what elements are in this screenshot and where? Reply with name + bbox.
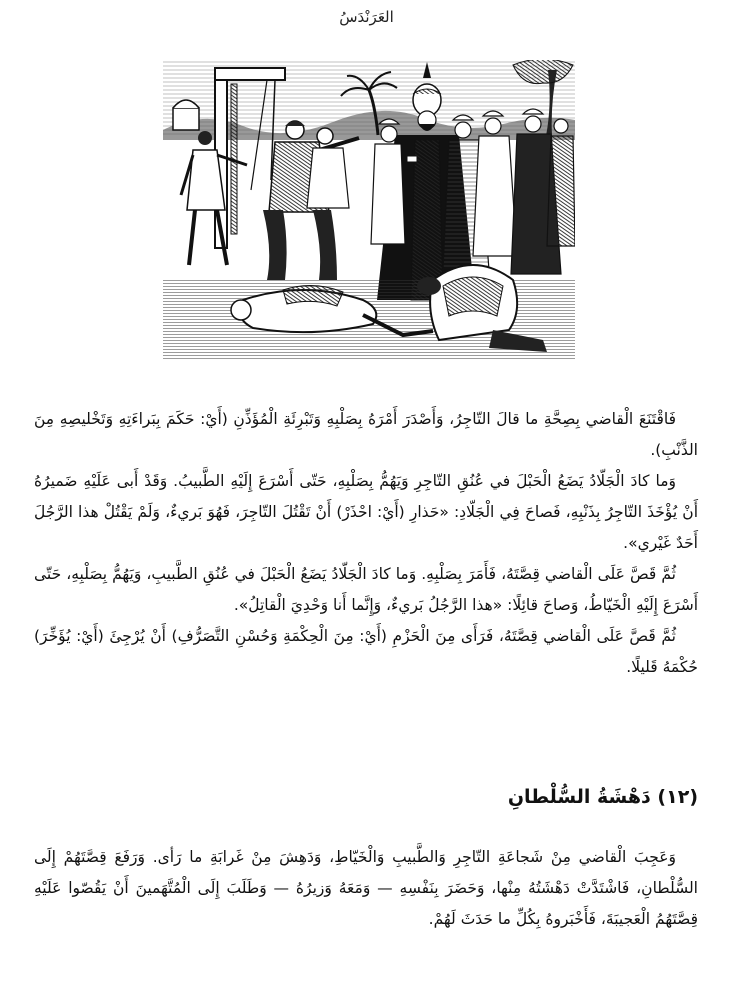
- execution-scene-illustration: [163, 60, 575, 360]
- paragraph: وَعَجِبَ الْقاضي مِنْ شَجاعَةِ التّاجِرِ وَالطَّبيبِ وَالْخَيّاطِ، وَدَهِشَ مِنْ غَرابَةِ ما رَأى. وَرَفَعَ قِصَّتَهُمْ إِلَى السُّلْطانِ، فَاشْتَدَّتْ دَهْشَتُهُ مِنْها، وَحَضَرَ بِنَفْسِهِ — وَمَعَهُ وَزيرُهُ — وَطَلَبَ إِلَى الْمُتَّهَمينَ أَنْ يَقُصّوا عَلَيْهِ قِصَّتَهُمُ الْعَجيبَةَ، فَأَخْبَروهُ بِكُلِّ ما حَدَثَ لَهُمْ.: [34, 848, 698, 928]
- paragraph: ثُمَّ قَصَّ عَلَى الْقاضي قِصَّتَهُ، فَرَأَى مِنَ الْحَزْمِ (أَيْ: مِنَ الْحِكْمَةِ وَحُسْنِ التَّصَرُّفِ) أَنْ يُرْجِئَ (أَيْ: يُؤَخِّرَ) حُكْمَهُ قَليلًا.: [34, 627, 698, 676]
- paragraph: ثُمَّ قَصَّ عَلَى الْقاضي قِصَّتَهُ، فَأَمَرَ بِصَلْبِهِ. وَما كادَ الْجَلّادُ يَضَعُ الْحَبْلَ في عُنُقِ الطَّبيبِ، وَيَهُمُّ بِصَلْبِهِ، حَتّى أَسْرَعَ إِلَيْهِ الْخَيّاطُ، وَصاحَ قائِلًا: «هذا الرَّجُلُ بَريءٌ، وَإِنَّما أَنا وَحْدِيَ الْقاتِلُ».: [34, 565, 698, 614]
- paragraph: وَما كادَ الْجَلّادُ يَضَعُ الْحَبْلَ في عُنُقِ التّاجِرِ وَيَهُمُّ بِصَلْبِهِ، حَتّى أَسْرَعَ إِلَيْهِ الطَّبيبُ. وَقَدْ أَبى عَلَيْهِ ضَميرُهُ أَنْ يُؤْخَذَ التّاجِرُ بِذَنْبِهِ، فَصاحَ فِي الْجَلّادِ: «حَذارِ (أَيْ: احْذَرْ) أَنْ تَقْتُلَ التّاجِرَ، فَهُوَ بَريءٌ، وَلَمْ يَقْتُلْ هذا الرَّجُلَ أَحَدٌ غَيْري».: [34, 472, 698, 552]
- story-text: [34, 404, 698, 683]
- section-heading: (١٢) دَهْشَةُ السُّلْطانِ: [507, 786, 698, 808]
- section-text: [34, 842, 698, 935]
- paragraph: فَاقْتَنَعَ الْقاضي بِصِحَّةِ ما قالَ التّاجِرُ، وَأَصْدَرَ أَمْرَهُ بِصَلْبِهِ وَتَبْرِئَةِ الْمُؤَذِّنِ (أَيْ: حَكَمَ بِبَراءَتِهِ وَتَخْليصِهِ مِنَ الذَّنْبِ).: [34, 410, 698, 459]
- running-header: العَرَنْدَسُ: [339, 8, 394, 26]
- execution-scene-engraving-icon: [163, 60, 575, 360]
